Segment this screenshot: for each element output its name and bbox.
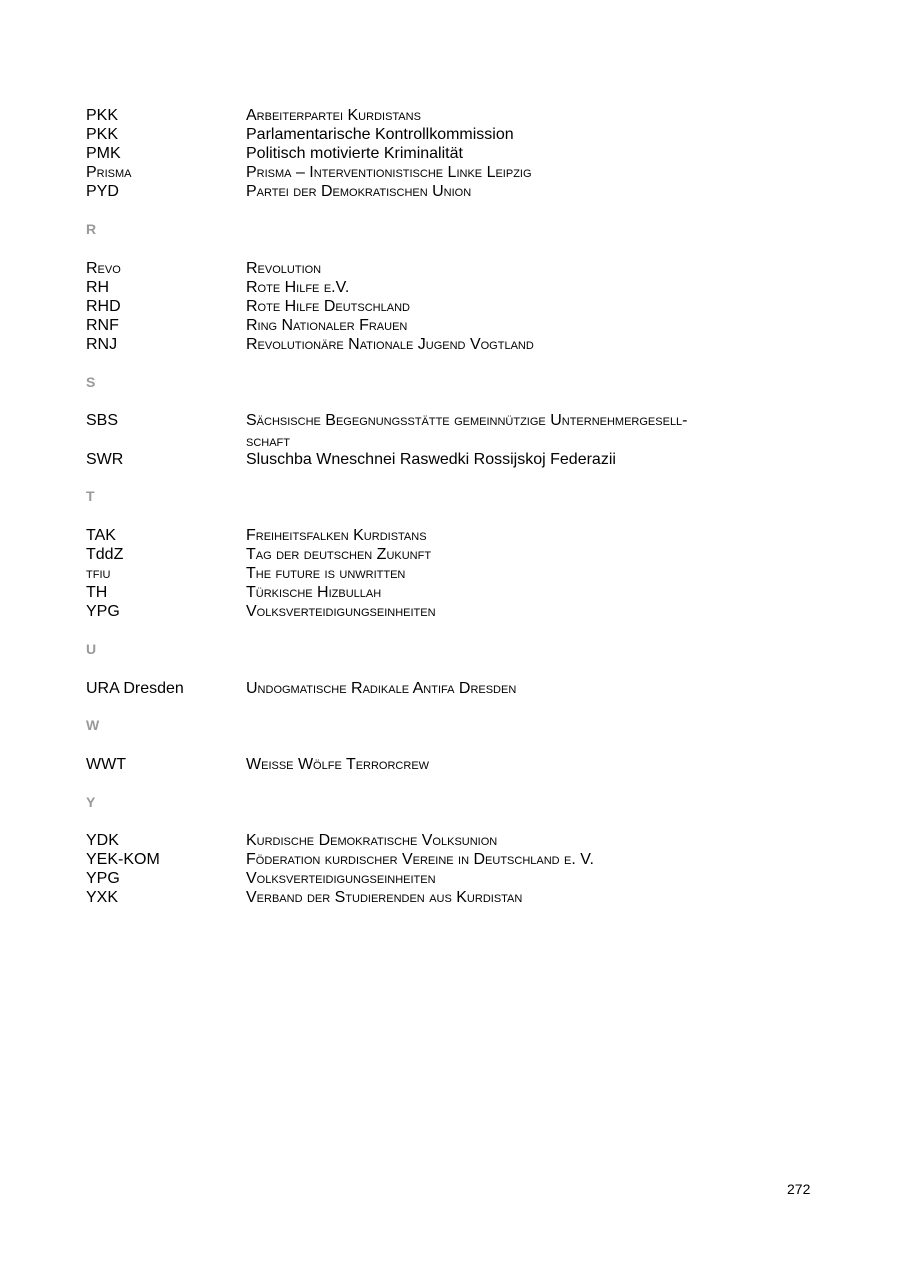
glossary-entry xyxy=(0,335,900,354)
glossary-entry xyxy=(0,850,900,869)
page-number: 272 xyxy=(787,1181,811,1197)
glossary-entry xyxy=(0,316,900,335)
section-letter-w: W xyxy=(86,717,100,733)
glossary-entry xyxy=(0,450,900,469)
section-letter-t: T xyxy=(86,488,95,504)
glossary-entry xyxy=(0,831,900,850)
definition: Rote Hilfe Deutschland xyxy=(246,298,410,315)
glossary-entry xyxy=(0,564,900,583)
glossary-entry xyxy=(0,888,900,907)
abbreviation: TAK xyxy=(86,527,116,544)
glossary-entry xyxy=(0,125,900,144)
definition: Sluschba Wneschnei Raswedki Rossijskoj Federazii xyxy=(246,451,616,468)
glossary-entry xyxy=(0,602,900,621)
glossary-entry xyxy=(0,755,900,774)
definition: Kurdische Demokratische Volksunion xyxy=(246,832,498,849)
glossary-entry xyxy=(0,526,900,545)
definition: Partei der Demokratischen Union xyxy=(246,183,472,200)
abbreviation: RNJ xyxy=(86,336,118,353)
abbreviation: YPG xyxy=(86,603,120,620)
abbreviation: Prisma xyxy=(86,164,132,181)
abbreviation: YEK-KOM xyxy=(86,851,160,868)
abbreviation: PYD xyxy=(86,183,119,200)
abbreviation: RH xyxy=(86,279,110,296)
definition: Politisch motivierte Kriminalität xyxy=(246,145,463,162)
glossary-entry xyxy=(0,411,900,451)
definition: Revolutionäre Nationale Jugend Vogtland xyxy=(246,336,534,353)
definition: Freiheitsfalken Kurdistans xyxy=(246,527,427,544)
definition: The future is unwritten xyxy=(246,565,406,582)
definition: Arbeiterpartei Kurdistans xyxy=(246,107,421,124)
definition: Verband der Studierenden aus Kurdistan xyxy=(246,889,523,906)
glossary-entry xyxy=(0,144,900,163)
definition: Türkische Hizbullah xyxy=(246,584,382,601)
section-letter-y: Y xyxy=(86,794,96,810)
abbreviation: YXK xyxy=(86,889,119,906)
glossary-entry xyxy=(0,583,900,602)
abbreviation: YDK xyxy=(86,832,119,849)
abbreviation: SWR xyxy=(86,451,124,468)
glossary-entry xyxy=(0,545,900,564)
section-letter-u: U xyxy=(86,641,97,657)
definition: Revolution xyxy=(246,260,322,277)
definition-line-1: Sächsische Begegnungsstätte gemeinnützige Unternehmergesell- xyxy=(246,412,688,429)
glossary-entry xyxy=(0,297,900,316)
abbreviation: TH xyxy=(86,584,108,601)
definition: Ring Nationaler Frauen xyxy=(246,317,408,334)
abbreviation: YPG xyxy=(86,870,120,887)
glossary-entry xyxy=(0,278,900,297)
definition: Undogmatische Radikale Antifa Dresden xyxy=(246,680,517,697)
glossary-entry xyxy=(0,106,900,125)
definition: Rote Hilfe e.V. xyxy=(246,279,350,296)
abbreviation: SBS xyxy=(86,412,119,429)
section-letter-s: S xyxy=(86,374,96,390)
section-letter-r: R xyxy=(86,221,97,237)
abbreviation: TddZ xyxy=(86,546,124,563)
abbreviation: RNF xyxy=(86,317,119,334)
definition: Föderation kurdischer Vereine in Deutschland e. V. xyxy=(246,851,594,868)
glossary-entry xyxy=(0,259,900,278)
definition: Volksverteidigungseinheiten xyxy=(246,603,436,620)
abbreviation: RHD xyxy=(86,298,121,315)
glossary-entry xyxy=(0,182,900,201)
definition: Weiße Wölfe Terrorcrew xyxy=(246,756,430,773)
abbreviation: PMK xyxy=(86,145,121,162)
definition: Tag der deutschen Zukunft xyxy=(246,546,432,563)
abbreviation: PKK xyxy=(86,126,119,143)
definition-line-2: schaft xyxy=(246,433,290,450)
definition: Prisma – Interventionistische Linke Leipzig xyxy=(246,164,532,181)
abbreviation: PKK xyxy=(86,107,119,124)
definition: Volksverteidigungseinheiten xyxy=(246,870,436,887)
glossary-entry xyxy=(0,869,900,888)
definition: Parlamentarische Kontrollkommission xyxy=(246,126,514,143)
glossary-entry xyxy=(0,163,900,182)
abbreviation: Revo xyxy=(86,260,121,277)
abbreviation: tfiu xyxy=(86,565,111,582)
glossary-entry xyxy=(0,679,900,698)
abbreviation: URA Dresden xyxy=(86,680,184,697)
abbreviation: WWT xyxy=(86,756,126,773)
